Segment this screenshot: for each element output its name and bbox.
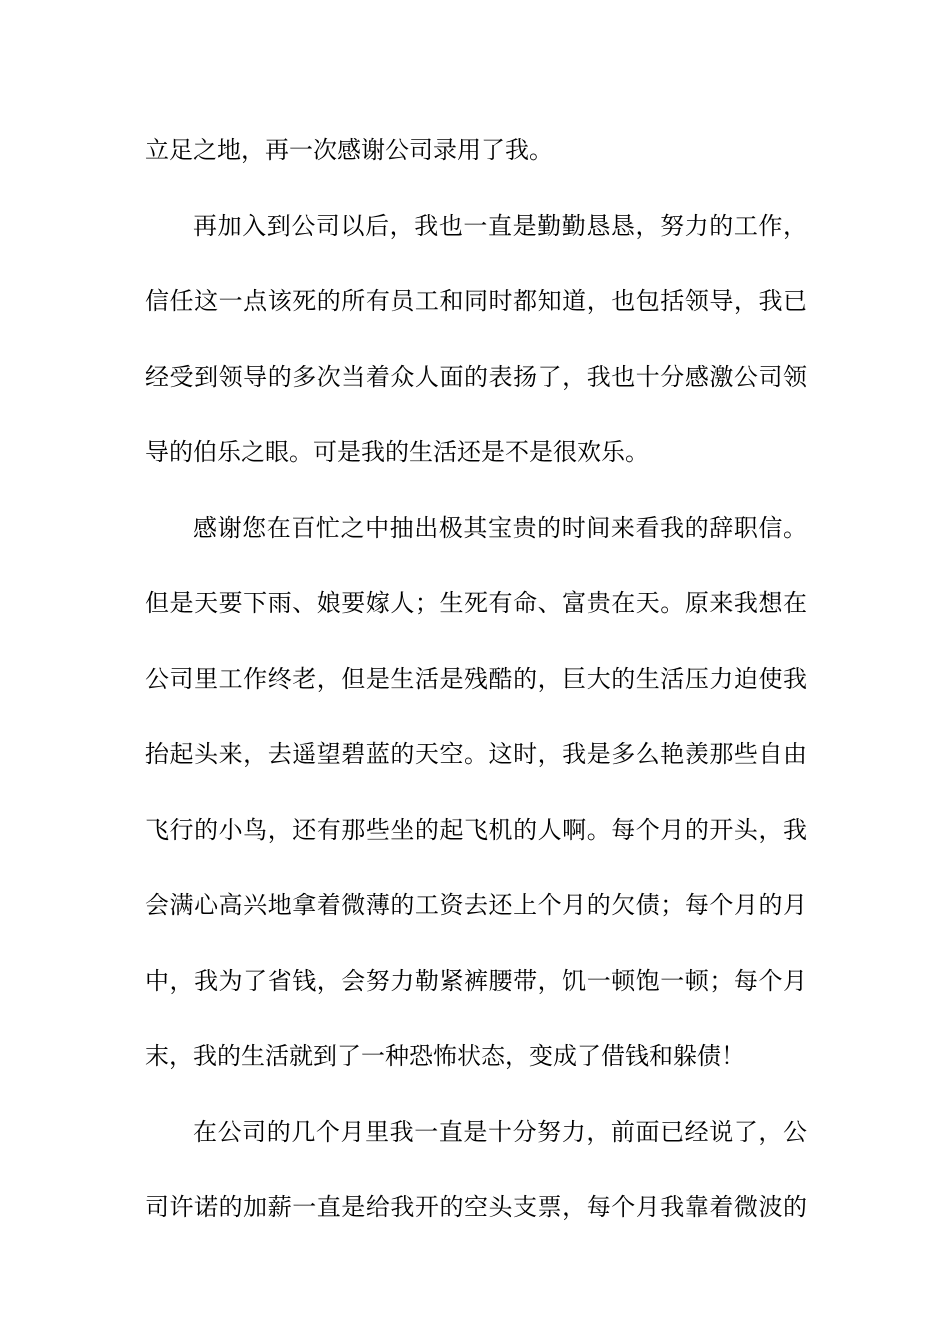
text-line: 信任这一点该死的所有员工和同时都知道，也包括领导，我已 [145, 287, 807, 315]
text-line: 但是天要下雨、娘要嫁人；生死有命、富贵在天。原来我想在 [145, 589, 807, 617]
paragraph-start-line: 再加入到公司以后，我也一直是勤勤恳恳，努力的工作， [193, 211, 807, 240]
text-line: 司许诺的加薪一直是给我开的空头支票，每个月我靠着微波的 [145, 1193, 807, 1221]
paragraph-start-line: 在公司的几个月里我一直是十分努力，前面已经说了，公 [193, 1117, 807, 1146]
text-line: 中，我为了省钱，会努力勒紧裤腰带，饥一顿饱一顿；每个月 [145, 966, 807, 995]
text-line: 会满心高兴地拿着微薄的工资去还上个月的欠债；每个月的月 [145, 891, 807, 919]
text-line: 公司里工作终老，但是生活是残酷的，巨大的生活压力迫使我 [145, 664, 807, 693]
text-line: 抬起头来，去遥望碧蓝的天空。这时，我是多么艳羡那些自由 [145, 740, 807, 768]
text-line: 末，我的生活就到了一种恐怖状态，变成了借钱和躲债！ [145, 1042, 745, 1070]
text-line: 经受到领导的多次当着众人面的表扬了，我也十分感激公司领 [145, 362, 807, 391]
paragraph-start-line: 感谢您在百忙之中抽出极其宝贵的时间来看我的辞职信。 [193, 513, 807, 542]
text-line: 飞行的小鸟，还有那些坐的起飞机的人啊。每个月的开头，我 [145, 815, 807, 844]
letter-body [145, 122, 807, 1255]
text-line: 立足之地，再一次感谢公司录用了我。 [145, 136, 553, 164]
text-line: 导的伯乐之眼。可是我的生活还是不是很欢乐。 [145, 438, 649, 466]
